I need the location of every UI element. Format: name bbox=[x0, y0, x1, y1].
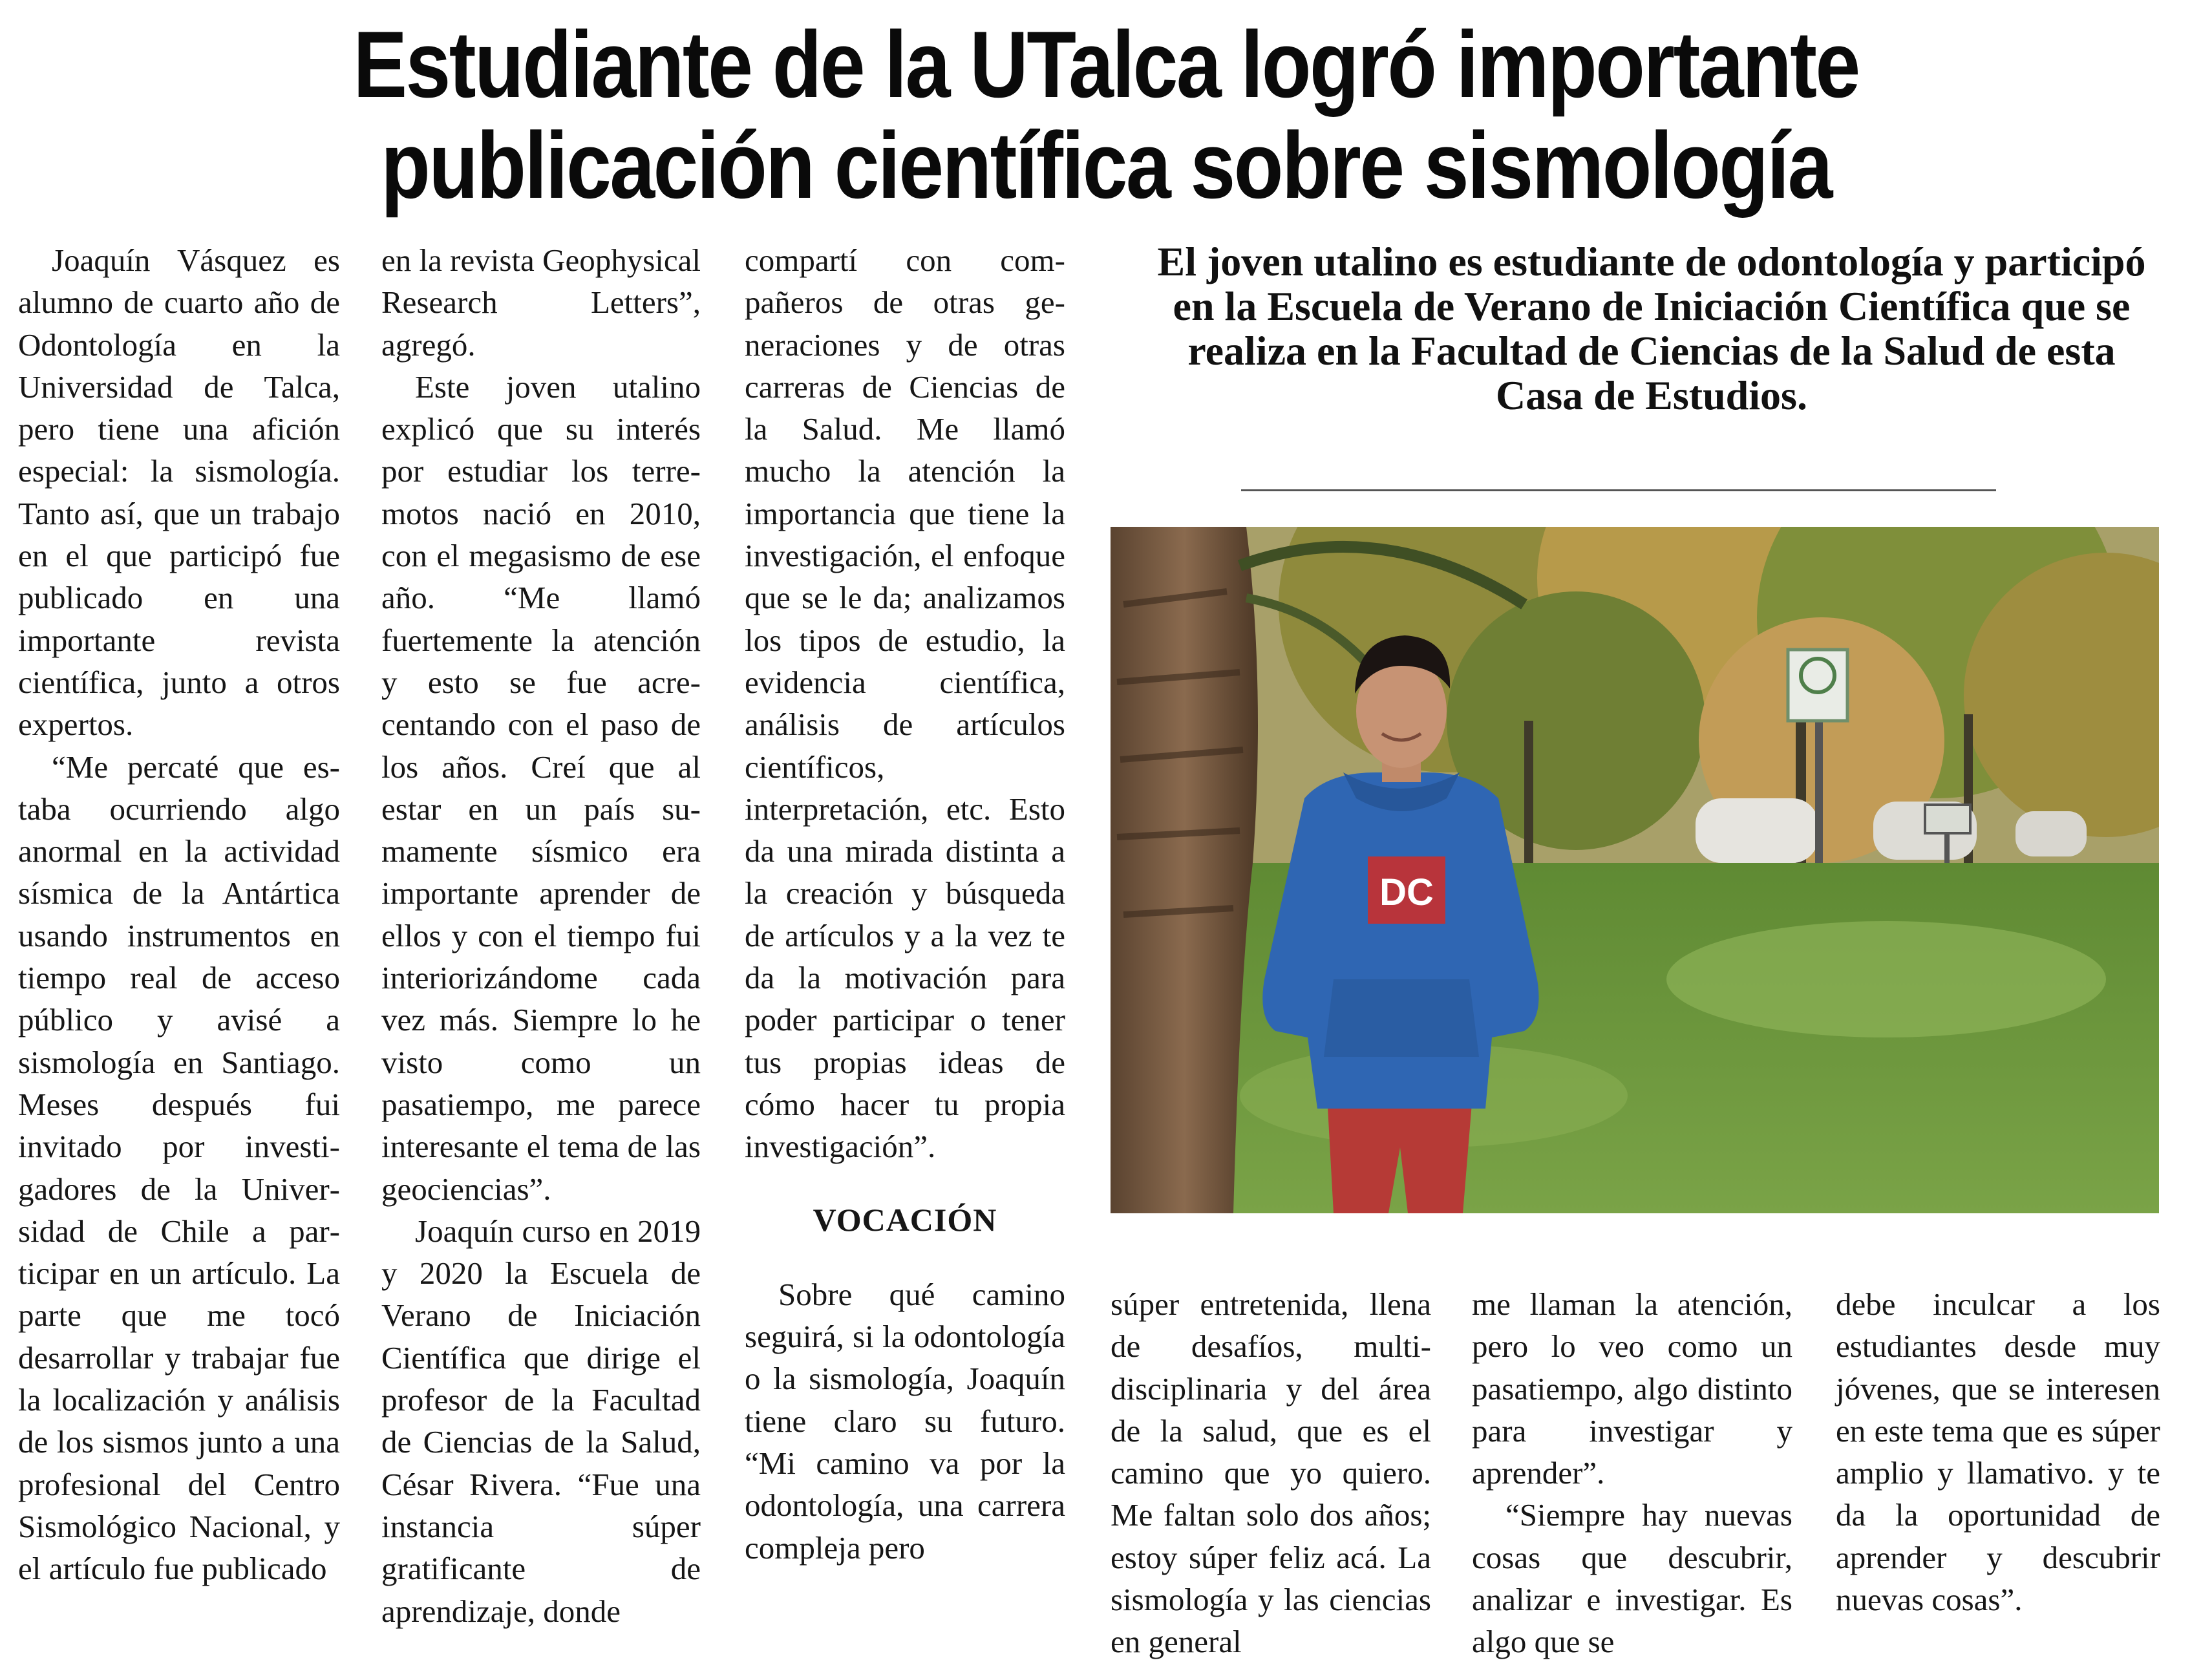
paragraph-new-things: “Siempre hay nuevas cosas que descubrir, analizar e investigar. Es algo que se bbox=[1472, 1497, 1792, 1660]
paragraph-intro: Joaquín Vásquez es alumno de cuarto año de Odontología en la Universidad de Talca, pero tiene una afición especial: la sismología. Tanto así, que un trabajo en el que participó fue publicado en una importante revista científica, junto a otros expertos. bbox=[18, 242, 340, 743]
paragraph-vocation-cont: súper entretenida, llena de desafíos, multidisciplinaria y del área de la salud, que es el camino que yo quiero. Me faltan solo dos años; estoy súper feliz acá. La sismología y las ciencias en general bbox=[1111, 1286, 1431, 1660]
paragraph-quote-antarctica: “Me percaté que estaba ocurriendo algo anormal en la actividad sísmica de la Antártica usando instrumentos en tiempo real de acceso público y avisé a sismología en Santiago. Meses después fui invitado por investigadores de la Universidad de Chile a participar en un artículo. La parte que me tocó desarrollar y trabajar fue la localización y análisis de los sismos junto a una profesional del Centro Sismológico Nacional, y el artículo fue publicado bbox=[18, 749, 340, 1587]
headline-line-2: publicación científica sobre sismología bbox=[381, 112, 1831, 218]
paragraph-vocation: Sobre qué camino seguirá, si la odontología o la sismología, Joaquín tiene claro su futuro. “Mi camino va por la odontología, una carrera compleja pero bbox=[745, 1276, 1065, 1566]
deck-divider bbox=[1241, 489, 1996, 491]
parked-car bbox=[1696, 798, 1818, 863]
headline-line-1: Estudiante de la UTalca logró importante bbox=[353, 12, 1859, 117]
paragraph-closing: debe inculcar a los estudiantes desde muy jóvenes, que se interesen en este tema que es súper amplio y llamativo. y te da la oportunidad de aprender y descubrir nuevas cosas”. bbox=[1836, 1286, 2160, 1618]
hoodie-pocket bbox=[1324, 979, 1479, 1057]
article-deck: El joven utalino es estudiante de odontología y participó en la Escuela de Verano de Iniciación Científica que se realiza en la Facultad de Ciencias de la Salud de esta Casa de Estudios. bbox=[1157, 239, 2146, 418]
section-subhead: VOCACIÓN bbox=[813, 1201, 997, 1238]
lawn bbox=[1111, 863, 2159, 1213]
palm-trunk bbox=[1111, 527, 1258, 1213]
article-column-5 bbox=[1472, 1283, 1792, 1663]
article-column-2 bbox=[381, 239, 701, 1632]
article-column-6 bbox=[1836, 1283, 2160, 1621]
article-column-3 bbox=[745, 239, 1065, 1569]
sunlit-patch bbox=[1666, 921, 2106, 1037]
tree-trunk bbox=[1964, 714, 1973, 882]
small-sign bbox=[1925, 805, 1970, 833]
parked-car bbox=[2015, 811, 2087, 856]
tree-trunk bbox=[1524, 721, 1533, 876]
paragraph-summer-school-cont: compartí con compañeros de otras generaciones y de otras carreras de Ciencias de la Salud. Me llamó mucho la atención la importancia que tiene la investigación, el enfoque que se le da; analizamos los tipos de estudio, la evidencia científica, análisis de artículos científicos, interpretación, etc. Esto da una mirada distinta a la creación y búsqueda de artículos y a la vez te da la motivación para poder participar o tener tus propias ideas de cómo hacer tu propia investigación”. bbox=[745, 242, 1065, 1165]
paragraph-interest: Este joven utalino explicó que su interés por estudiar los terremotos nació en 2010, con el megasismo de ese año. “Me llamó fuertemente la atención y esto se fue acrecentando con el paso de los años. Creí que al estar en un país sumamente sísmico era importante aprender de ellos y con el tiempo fui interiorizándome cada vez más. Siempre lo he visto como un pasatiempo, me parece interesante el tema de las geociencias”. bbox=[381, 368, 701, 1207]
headline bbox=[155, 14, 2058, 216]
article-column-4 bbox=[1111, 1283, 1431, 1663]
article-column-1 bbox=[18, 239, 340, 1590]
paragraph-summer-school: Joaquín curso en 2019 y 2020 la Escuela de Verano de Iniciación Científica que dirige el profesor de la Facultad de Ciencias de la Salud, César Rivera. “Fue una instancia súper gratificante de aprendizaje, donde bbox=[381, 1213, 701, 1629]
hoodie-logo: DC bbox=[1379, 871, 1434, 913]
paragraph-vocation-end: me llaman la atención, pero lo veo como un pasatiempo, algo distinto para investigar y aprender”. bbox=[1472, 1286, 1792, 1491]
student-photo bbox=[1111, 527, 2159, 1213]
paragraph-quote-antarctica-cont: en la revista Geophysical Research Letters”, agregó. bbox=[381, 242, 701, 363]
